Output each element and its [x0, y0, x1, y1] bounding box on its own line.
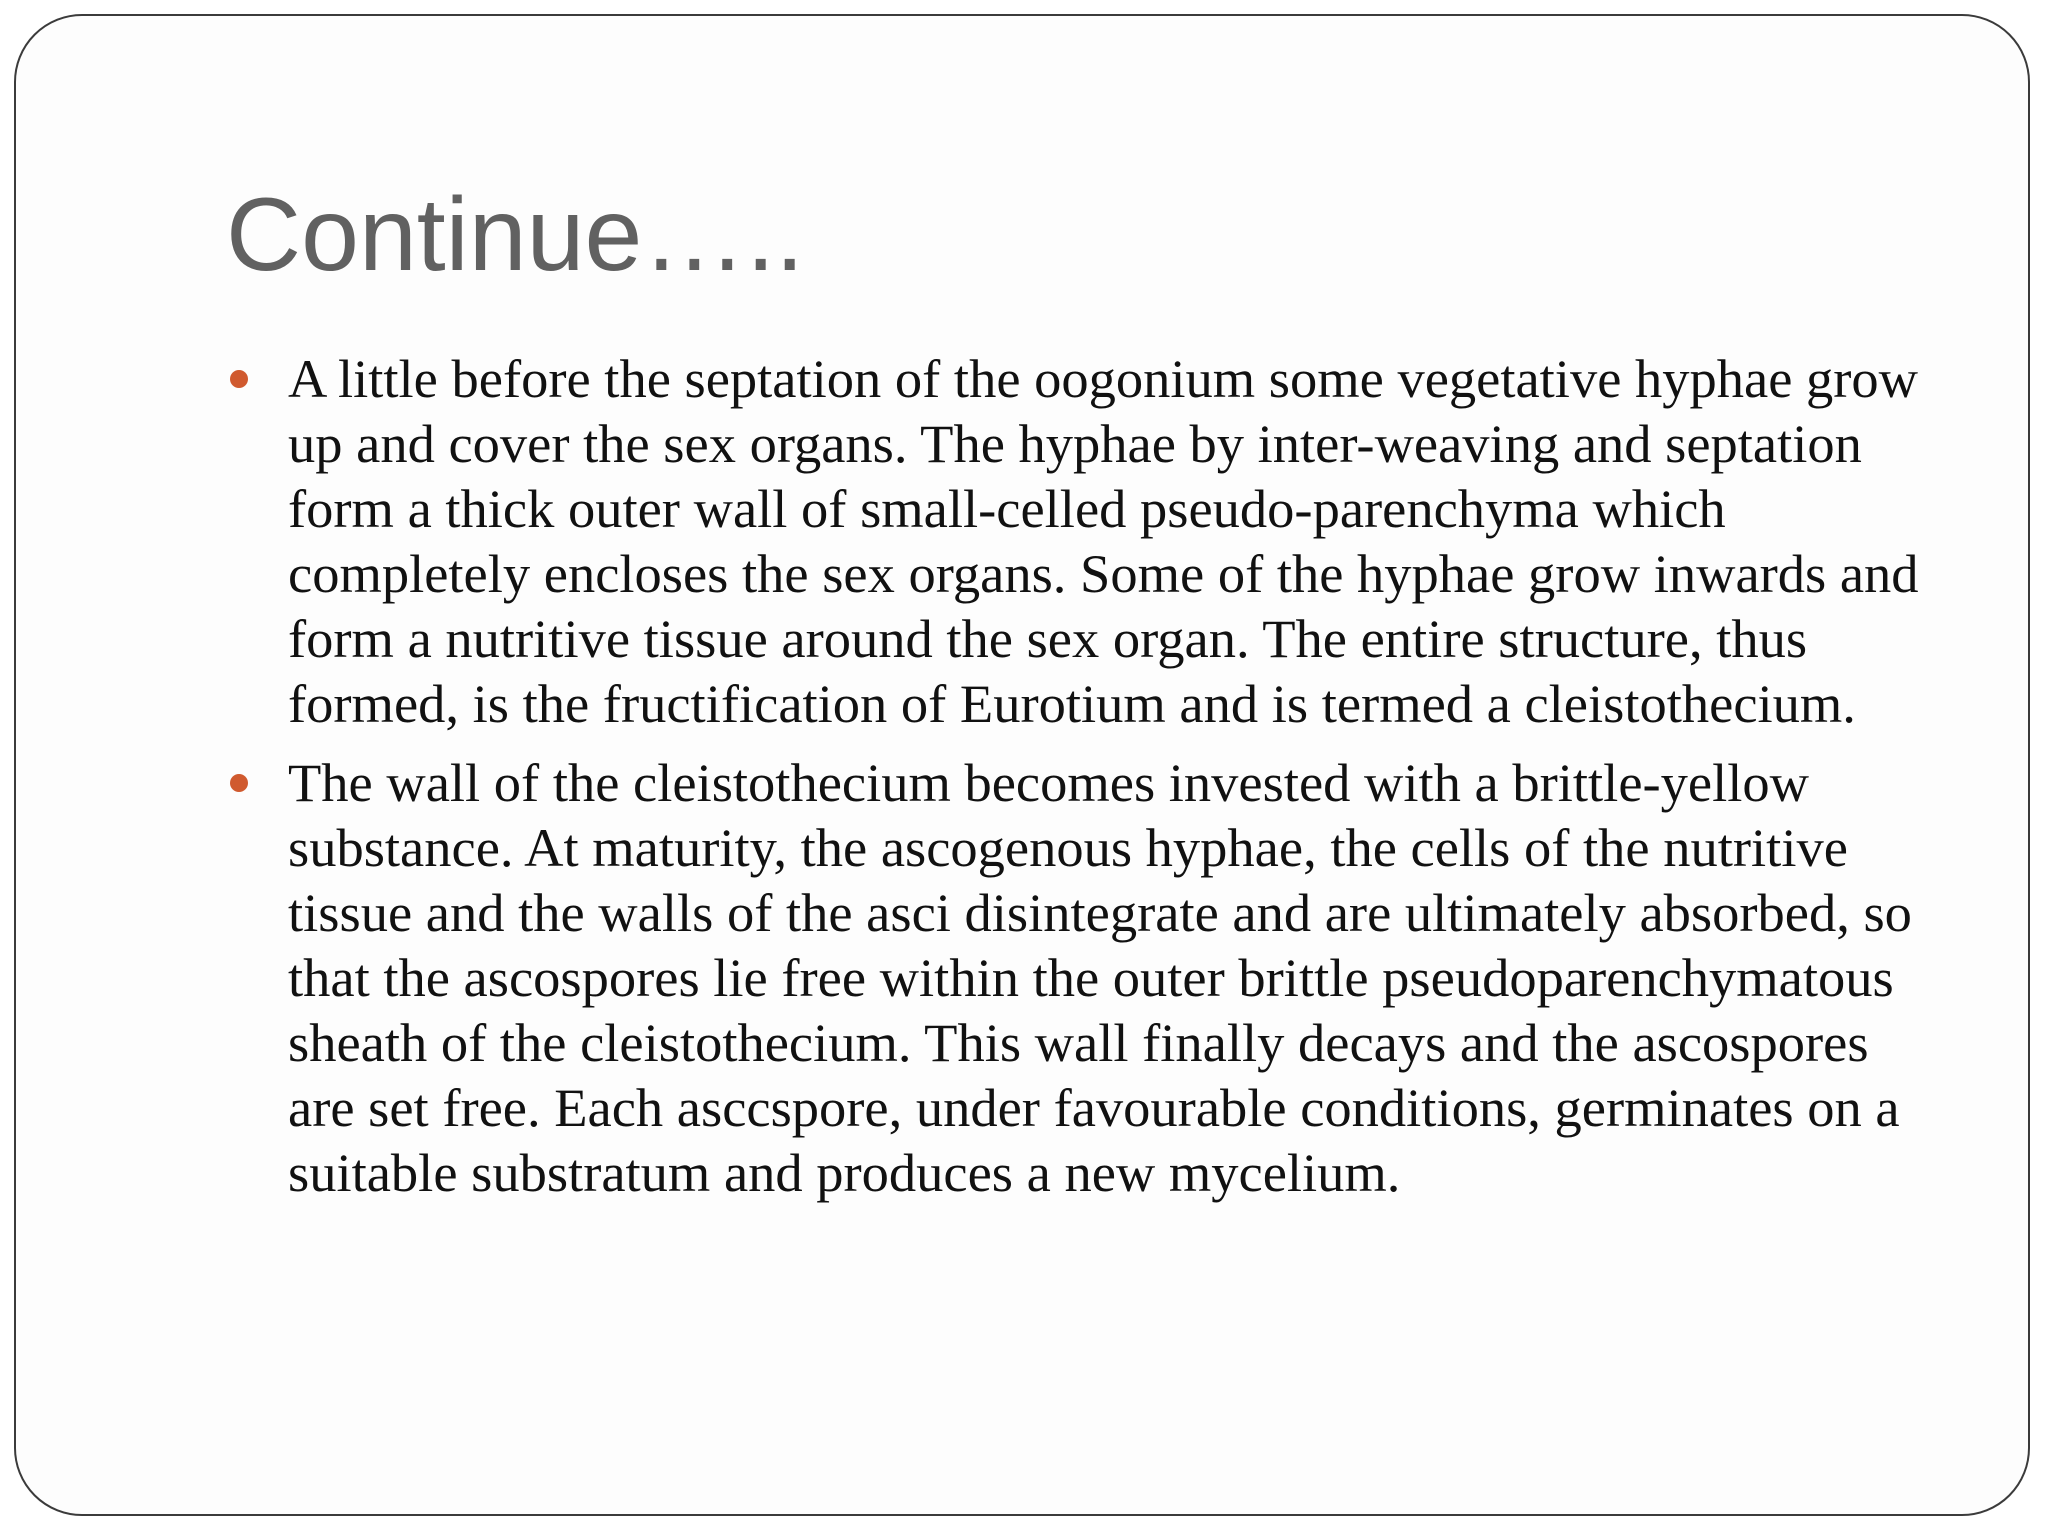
bullet-item [226, 750, 1946, 1205]
slide-title: Continue….. [226, 177, 805, 293]
bullet-dot-icon [230, 370, 248, 388]
bullet-text: A little before the septation of the oogonium some vegetative hyphae grow up and cover the sex organs. The hyphae by inter-weaving and septation form a thick outer wall of small-celled pseudo-parenchyma which completely encloses the sex organs. Some of the hyphae grow inwards and form a nutritive tissue around the sex organ. The entire structure, thus formed, is the fructification of Eurotium and is termed a cleistothecium. [288, 348, 1919, 734]
bullet-item [226, 346, 1946, 736]
bullet-dot-icon [230, 774, 248, 792]
slide [14, 14, 2030, 1516]
bullet-text: The wall of the cleistothecium becomes invested with a brittle-yellow substance. At maturity, the ascogenous hyphae, the cells of the nutritive tissue and the walls of the asci disintegrate and are ultimately absorbed, so that the ascospores lie free within the outer brittle pseudoparenchymatous sheath of the cleistothecium. This wall finally decays and the ascospores are set free. Each asccspore, under favourable conditions, germinates on a suitable substratum and produces a new mycelium. [288, 752, 1912, 1203]
bullet-list [226, 346, 1946, 1219]
